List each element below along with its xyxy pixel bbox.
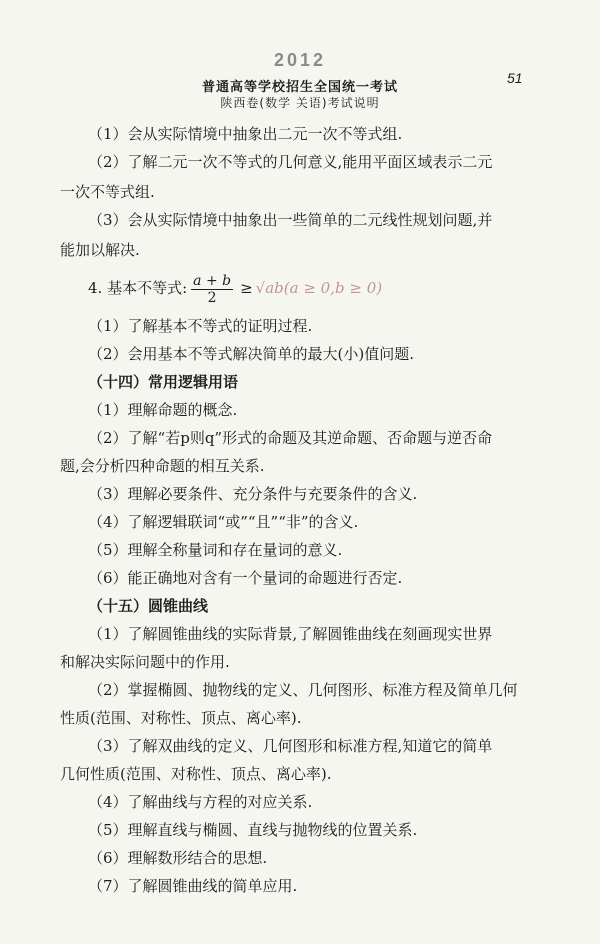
header-year: 2012: [273, 50, 327, 70]
formula-numerator: a + b: [193, 272, 232, 289]
text-line: （3）了解双曲线的定义、几何图形和标准方程,知道它的简单: [88, 737, 493, 755]
text-line: （4）了解曲线与方程的对应关系.: [88, 793, 313, 811]
text-line: （5）理解直线与椭圆、直线与抛物线的位置关系.: [88, 821, 418, 839]
text-line: （1）会从实际情境中抽象出二元一次不等式组.: [88, 125, 403, 143]
text-line: （1）了解基本不等式的证明过程.: [88, 317, 313, 335]
formula-rhs: √ab: [255, 279, 284, 297]
formula-denominator: 2: [207, 289, 217, 306]
text-line: （6）理解数形结合的思想.: [88, 849, 268, 867]
section-heading: （十四）常用逻辑用语: [88, 373, 239, 391]
text-line: （1）了解圆锥曲线的实际背景,了解圆锥曲线在刻画现实世界: [88, 625, 493, 643]
text-line: 能加以解决.: [60, 241, 140, 259]
header-title: 普通高等学校招生全国统一考试: [201, 80, 398, 95]
text-line: （1）理解命题的概念.: [88, 401, 238, 419]
text-line: （2）了解“若p则q”形式的命题及其逆命题、否命题与逆否命: [88, 429, 493, 447]
text-line: （2）了解二元一次不等式的几何意义,能用平面区域表示二元: [88, 153, 493, 171]
text-line: （5）理解全称量词和存在量词的意义.: [88, 541, 343, 559]
text-line: （2）会用基本不等式解决简单的最大(小)值问题.: [88, 345, 415, 363]
formula-fraction: [191, 273, 233, 306]
text-line: 性质(范围、对称性、顶点、离心率).: [60, 709, 302, 727]
formula-label: 4. 基本不等式:: [88, 279, 188, 297]
text-line: （3）理解必要条件、充分条件与充要条件的含义.: [88, 485, 418, 503]
text-line: （3）会从实际情境中抽象出一些简单的二元线性规划问题,并: [88, 211, 493, 229]
text-line: 一次不等式组.: [60, 183, 155, 201]
header-subtitle: 陕西卷(数学 关语)考试说明: [220, 96, 380, 110]
text-line: 和解决实际问题中的作用.: [60, 653, 230, 671]
inequality-formula: [88, 268, 588, 308]
text-line: （7）了解圆锥曲线的简单应用.: [88, 877, 298, 895]
text-line: 题,会分析四种命题的相互关系.: [60, 457, 265, 475]
text-line: （4）了解逻辑联词“或”“且”“非”的含义.: [88, 513, 359, 531]
formula-relation: ≥: [240, 279, 253, 297]
text-line: 几何性质(范围、对称性、顶点、离心率).: [60, 765, 332, 783]
text-line: （2）掌握椭圆、抛物线的定义、几何图形、标准方程及简单几何: [88, 681, 518, 699]
page-number: 51: [507, 70, 523, 86]
text-line: （6）能正确地对含有一个量词的命题进行否定.: [88, 569, 403, 587]
formula-condition: (a ≥ 0,b ≥ 0): [283, 279, 383, 297]
section-heading: （十五）圆锥曲线: [88, 597, 209, 615]
